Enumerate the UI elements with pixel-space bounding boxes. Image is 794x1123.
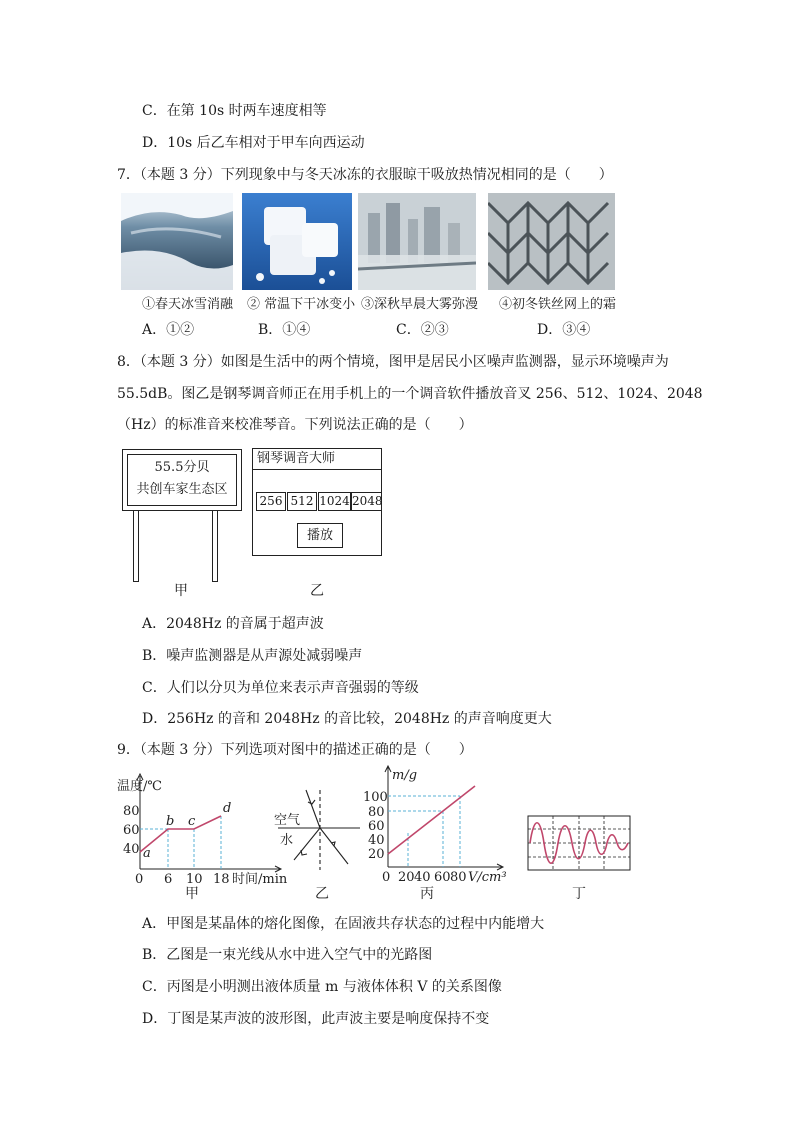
q9-option-c: C．丙图是小明测出液体质量 m 与液体体积 V 的关系图像 (142, 979, 502, 995)
tuner-app-titlebar (253, 449, 381, 470)
q7-caption-4: ④初冬铁丝网上的霜 (499, 297, 617, 312)
bing-xtick-20: 20 (398, 870, 415, 885)
fig-label-bing-q9: 丙 (420, 886, 434, 901)
q7-caption-1: ①春天冰雪消融 (142, 297, 234, 312)
q9-stem: 9．（本题 3 分）下列选项对图中的描述正确的是（ ） (117, 742, 473, 758)
pitch-key-256[interactable]: 256 (256, 492, 286, 511)
jia-ytick-80: 80 (123, 804, 140, 819)
q8-option-b: B．噪声监测器是从声源处减弱噪声 (142, 648, 363, 664)
q7-option-a: A．①② (142, 322, 195, 338)
photo-morning-fog (358, 193, 476, 290)
photo-dry-ice (242, 193, 352, 290)
sign-post-right (212, 511, 218, 582)
q8-stem-line2: 55.5dB。图乙是钢琴调音师正在用手机上的一个调音软件播放音叉 256、512、1024、2048 (117, 386, 703, 402)
bing-xlabel: V/cm³ (468, 870, 507, 885)
q7-caption-3: ③深秋早晨大雾弥漫 (361, 297, 479, 312)
pitch-key-2048[interactable]: 2048 (351, 492, 382, 511)
jia-xtick-6: 6 (164, 872, 173, 887)
tuner-app-title: 钢琴调音大师 (257, 451, 336, 466)
sign-post-left (133, 511, 139, 582)
q6-option-d: D．10s 后乙车相对于甲车向西运动 (142, 135, 365, 151)
q7-option-d: D．③④ (537, 322, 591, 338)
q9-option-a: A．甲图是某晶体的熔化图像，在固液共存状态的过程中内能增大 (142, 916, 545, 932)
q8-option-c: C．人们以分贝为单位来表示声音强弱的等级 (142, 680, 419, 696)
jia-ytick-40: 40 (123, 842, 140, 857)
fig-waveform (524, 812, 636, 902)
fig-label-ding-q9: 丁 (572, 886, 586, 902)
tuner-app-window (252, 448, 382, 556)
fig-refraction (268, 788, 368, 900)
jia-point-a: a (143, 846, 151, 861)
jia-xtick-18: 18 (213, 872, 230, 887)
q7-stem: 7．（本题 3 分）下列现象中与冬天冰冻的衣服晾干吸放热情况相同的是（ ） (117, 167, 613, 183)
fig-label-jia-q9: 甲 (185, 886, 199, 900)
jia-point-c: c (188, 814, 196, 829)
yi-label-air: 空气 (274, 813, 301, 828)
sign-reading: 55.5分贝 (154, 460, 210, 475)
fig-label-yi: 乙 (310, 583, 324, 599)
photo-ice-melting (121, 193, 233, 290)
jia-ylabel: 温度/℃ (117, 779, 162, 794)
q7-option-c: C．②③ (396, 322, 449, 338)
bing-xtick-40: 40 (414, 870, 431, 885)
jia-ytick-60: 60 (123, 823, 140, 838)
jia-xtick-0: 0 (135, 872, 144, 887)
fig-label-yi-q9: 乙 (315, 886, 329, 900)
bing-ytick-60: 60 (368, 819, 385, 834)
q8-stem-line1: 8．（本题 3 分）如图是生活中的两个情境，图甲是居民小区噪声监测器，显示环境噪声为 (117, 354, 669, 370)
bing-xtick-80: 80 (450, 870, 467, 885)
q7-caption-2: ② 常温下干冰变小 (247, 297, 356, 312)
jia-point-d: d (223, 801, 232, 816)
sign-slogan: 共创车家生态区 (136, 482, 228, 497)
photo-frost-wire (488, 193, 615, 290)
bing-ytick-80: 80 (368, 805, 385, 820)
q9-option-b: B．乙图是一束光线从水中进入空气中的光路图 (142, 947, 433, 963)
fig-label-jia: 甲 (174, 583, 188, 599)
bing-ytick-20: 20 (368, 847, 385, 862)
bing-ytick-100: 100 (363, 790, 388, 805)
q8-option-d: D．256Hz 的音和 2048Hz 的音比较，2048Hz 的声音响度更大 (142, 711, 552, 727)
bing-ytick-40: 40 (368, 833, 385, 848)
jia-point-b: b (166, 814, 175, 829)
play-button[interactable]: 播放 (297, 523, 343, 548)
noise-monitor-sign (122, 449, 242, 511)
jia-xlabel: 时间/min (232, 872, 288, 887)
pitch-key-512[interactable]: 512 (287, 492, 317, 511)
q8-option-a: A．2048Hz 的音属于超声波 (142, 616, 324, 632)
fig-mass-volume-graph (362, 763, 512, 901)
jia-xtick-10: 10 (186, 872, 203, 887)
bing-ylabel: m/g (392, 768, 418, 783)
bing-xtick-60: 60 (434, 870, 451, 885)
pitch-key-1024[interactable]: 1024 (318, 492, 351, 511)
yi-label-water: 水 (280, 833, 294, 848)
bing-xtick-0: 0 (382, 870, 391, 885)
q9-option-d: D．丁图是某声波的波形图，此声波主要是响度保持不变 (142, 1011, 490, 1027)
q8-stem-line3: （Hz）的标准音来校准琴音。下列说法正确的是（ ） (117, 417, 473, 433)
q7-option-b: B．①④ (258, 322, 311, 338)
q6-option-c: C．在第 10s 时两车速度相等 (142, 103, 327, 119)
